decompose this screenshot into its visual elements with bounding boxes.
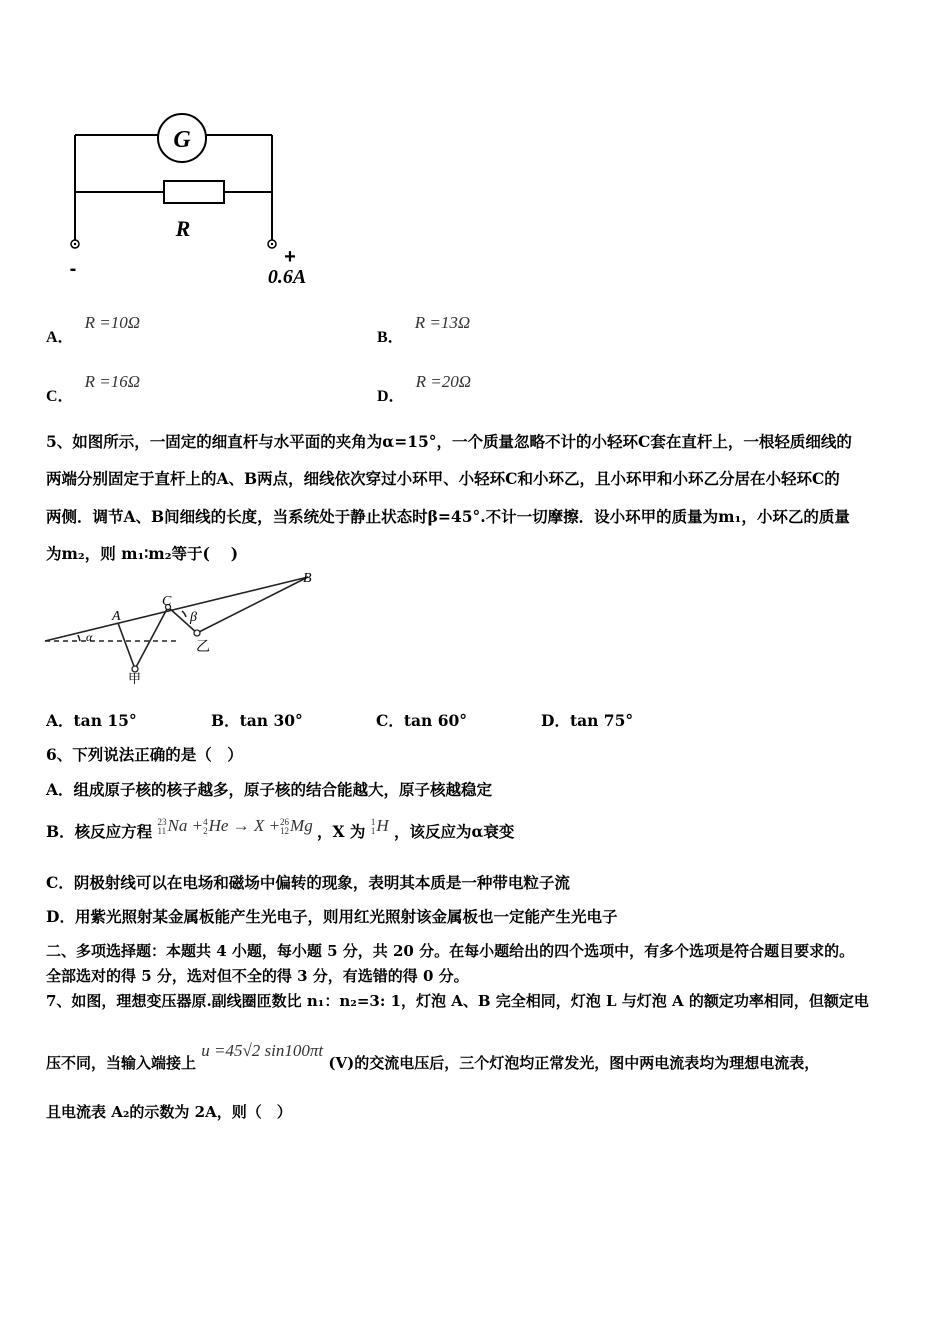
q6-option-c: C．阴极射线可以在电场和磁场中偏转的现象，表明其本质是一种带电粒子流 [46, 873, 570, 892]
q5-line-4: 为m₂，则 m₁∶m₂等于( ) [46, 544, 239, 563]
galvanometer-label: G [173, 127, 191, 153]
section2-line-2: 全部选对的得 5 分，选对但不全的得 3 分，有选错的得 0 分。 [46, 967, 469, 985]
circuit-figure [0, 0, 340, 300]
option-label: B． [377, 329, 404, 346]
option-formula: R =16Ω [84, 372, 141, 391]
q6-stem: 6、下列说法正确的是（ ） [46, 745, 243, 764]
yi-label: 乙 [196, 639, 210, 655]
q5-option-d: D．tan 75° [541, 711, 634, 730]
q7-line-2 [46, 1040, 820, 1072]
option-formula: R =13Ω [414, 313, 471, 332]
voltage-formula: u =45√2 sin100πt [201, 1041, 324, 1060]
alpha-label: α [86, 630, 93, 644]
q6-b-mid: ，X 为 [316, 822, 366, 841]
terminal-minus-label: - [69, 258, 77, 280]
q7-line-2-prefix: 压不同，当输入端接上 [46, 1054, 197, 1072]
q5-line-2: 两端分别固定于直杆上的A、B两点，细线依次穿过小环甲、小轻环C和小环乙，且小环甲和小环乙分居在小轻环C的 [46, 469, 840, 488]
terminal-plus-label: + [284, 246, 296, 268]
q5-figure [40, 565, 330, 685]
point-c-label: C [162, 594, 172, 609]
q4-option-c [46, 369, 141, 405]
option-label: D． [377, 388, 405, 405]
option-formula: R =20Ω [415, 372, 472, 391]
q5-option-a: A．tan 15° [46, 711, 137, 730]
q5-option-c: C．tan 60° [376, 711, 468, 730]
q7-line-3: 且电流表 A₂的示数为 2A，则（ ） [46, 1103, 292, 1121]
q4-option-d [377, 369, 472, 405]
hydrogen-symbol: 1 1H [370, 816, 389, 837]
option-formula: R =10Ω [84, 313, 141, 332]
q6-b-prefix: B．核反应方程 [46, 822, 153, 841]
option-label: A． [46, 329, 74, 346]
point-b-label: B [303, 571, 312, 586]
q7-line-2-suffix: (V)的交流电压后，三个灯泡均正常发光，图中两电流表均为理想电流表， [328, 1054, 820, 1072]
beta-label: β [190, 610, 197, 625]
q5-line-1: 5、如图所示，一固定的细直杆与水平面的夹角为α=15°，一个质量忽略不计的小轻环C套在直杆上，一根轻质细线的 [46, 432, 852, 451]
section2-line-1: 二、多项选择题：本题共 4 小题，每小题 5 分，共 20 分。在每小题给出的四个选项中，有多个选项是符合题目要求的。 [46, 942, 855, 960]
q6-option-a: A．组成原子核的核子越多，原子核的结合能越大，原子核越稳定 [46, 780, 493, 799]
q6-option-d: D．用紫光照射某金属板能产生光电子，则用红光照射该金属板也一定能产生光电子 [46, 907, 618, 926]
q4-option-b [377, 310, 471, 346]
point-a-label: A [112, 609, 121, 624]
q5-option-b: B．tan 30° [211, 711, 303, 730]
q4-option-a [46, 310, 141, 346]
q6-option-b [46, 814, 515, 841]
option-label: C． [46, 388, 74, 405]
nuclear-equation: 23 11Na +4 2He → X +26 12Mg [157, 816, 313, 837]
q7-line-1: 7、如图，理想变压器原.副线圈匝数比 n₁：n₂=3: 1，灯泡 A、B 完全相同，灯泡 L 与灯泡 A 的额定功率相同，但额定电 [46, 992, 869, 1010]
q6-b-suffix: ，该反应为α衰变 [394, 822, 515, 841]
q5-line-3: 两侧．调节A、B间细线的长度，当系统处于静止状态时β=45°.不计一切摩擦．设小环甲的质量为m₁，小环乙的质量 [46, 507, 850, 526]
jia-label: 甲 [128, 672, 142, 685]
resistor-label: R [175, 216, 191, 241]
resistor-symbol [164, 181, 224, 203]
terminal-value-label: 0.6A [267, 266, 307, 288]
